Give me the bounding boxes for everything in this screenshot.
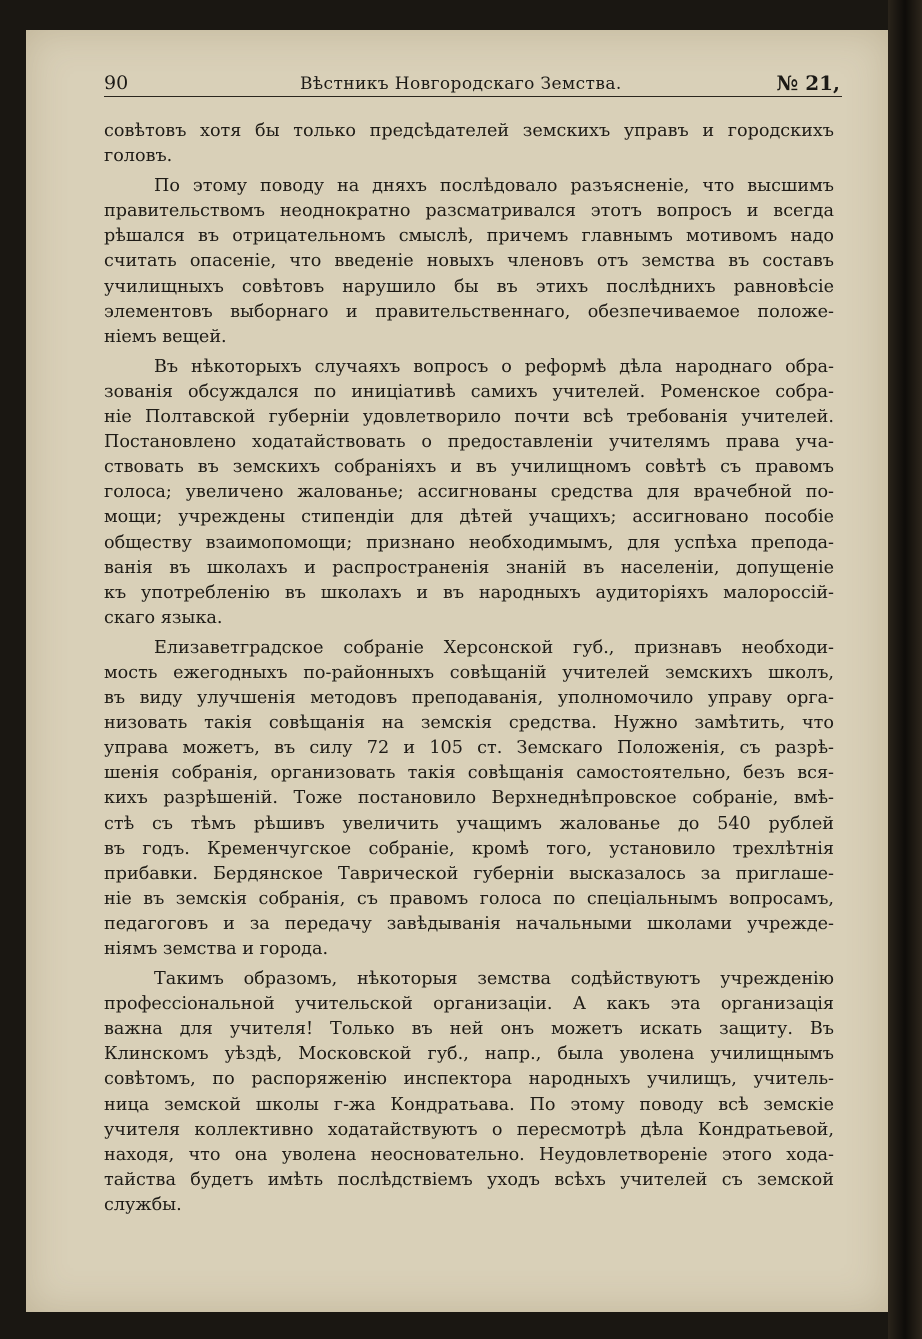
- text-line: считать опасеніе, что введеніе новыхъ членовъ отъ земства въ составъ: [104, 251, 834, 272]
- text-line: элементовъ выборнаго и правительственнаго, обезпечиваемое положе-: [104, 301, 834, 322]
- text-line: въ годъ. Кременчугское собраніе, кромѣ того, установило трехлѣтнія: [104, 838, 834, 859]
- text-line: мость ежегодныхъ по-районныхъ совѣщаній учителей земскихъ школъ,: [104, 662, 834, 683]
- journal-title: Вѣстникъ Новгородскаго Земства.: [300, 74, 622, 94]
- text-line: ванія въ школахъ и распространенія знаній въ населеніи, допущеніе: [104, 557, 834, 578]
- text-line: скаго языка.: [104, 607, 223, 628]
- text-line: шенія собранія, организовать такія совѣщанія самостоятельно, безъ вся-: [104, 763, 834, 784]
- text-line: совѣтовъ хотя бы только предсѣдателей земскихъ управъ и городскихъ: [104, 121, 834, 141]
- text-line: прибавки. Бердянское Таврической губерніи высказалось за приглаше-: [104, 863, 834, 884]
- text-line: Постановлено ходатайствовать о предоставленіи учителямъ права уча-: [104, 432, 834, 453]
- text-line: мощи; учреждены стипендіи для дѣтей учащихъ; ассигновано пособіе: [104, 507, 834, 528]
- header-rule: [104, 96, 842, 97]
- text-line: кихъ разрѣшеній. Тоже постановило Верхнеднѣпровское собраніе, вмѣ-: [104, 788, 834, 809]
- paragraph: [104, 174, 834, 350]
- text-line: головъ.: [104, 146, 173, 167]
- paragraph: [104, 967, 834, 1218]
- text-line: По этому поводу на дняхъ послѣдовало разъясненіе, что высшимъ: [154, 176, 834, 197]
- paragraph: [104, 636, 834, 962]
- paragraph: [104, 355, 834, 631]
- text-line: рѣшался въ отрицательномъ смыслѣ, причемъ главнымъ мотивомъ надо: [104, 226, 834, 247]
- text-line: правительствомъ неоднократно разсматривался этотъ вопросъ и всегда: [104, 201, 834, 222]
- text-line: къ употребленію въ школахъ и въ народныхъ аудиторіяхъ малороссій-: [104, 582, 834, 603]
- text-line: ствовать въ земскихъ собраніяхъ и въ училищномъ совѣтѣ съ правомъ: [104, 457, 834, 478]
- text-line: важна для учителя! Только въ ней онъ можетъ искать защиту. Въ: [104, 1019, 834, 1040]
- text-line: совѣтомъ, по распоряженію инспектора народныхъ училищъ, учитель-: [104, 1069, 834, 1090]
- text-line: находя, что она уволена неосновательно. Неудовлетвореніе этого хода-: [104, 1144, 834, 1165]
- text-line: въ виду улучшенія методовъ преподаванія, уполномочило управу орга-: [104, 688, 834, 709]
- issue-number: № 21,: [776, 71, 840, 95]
- text-line: обществу взаимопомощи; признано необходимымъ, для успѣха препода-: [104, 532, 834, 553]
- text-line: управа можетъ, въ силу 72 и 105 ст. Земскаго Положенія, съ разрѣ-: [104, 738, 834, 759]
- text-line: ніямъ земства и города.: [104, 939, 329, 959]
- text-line: Клинскомъ уѣздѣ, Московской губ., напр., была уволена училищнымъ: [104, 1044, 834, 1065]
- text-line: зованія обсуждался по иниціативѣ самихъ учителей. Роменское собра-: [104, 381, 834, 402]
- book-spine-edge: [888, 0, 922, 1339]
- text-line: Елизаветградское собраніе Херсонской губ., признавъ необходи-: [154, 637, 834, 658]
- body-text: [104, 119, 834, 1218]
- text-line: ніемъ вещей.: [104, 326, 227, 347]
- text-line: службы.: [104, 1194, 182, 1215]
- paragraph: [104, 119, 834, 169]
- text-line: Такимъ образомъ, нѣкоторыя земства содѣйствуютъ учрежденію: [154, 969, 834, 990]
- text-line: учителя коллективно ходатайствуютъ о пересмотрѣ дѣла Кондратьевой,: [104, 1119, 834, 1140]
- text-line: Въ нѣкоторыхъ случаяхъ вопросъ о реформѣ дѣла народнаго обра-: [154, 356, 834, 377]
- text-line: низовать такія совѣщанія на земскія средства. Нужно замѣтить, что: [104, 713, 834, 734]
- text-line: училищныхъ совѣтовъ нарушило бы въ этихъ послѣднихъ равновѣсіе: [104, 276, 834, 297]
- text-line: голоса; увеличено жалованье; ассигнованы средства для врачебной по-: [104, 482, 834, 503]
- text-line: профессіональной учительской организаціи. А какъ эта организація: [104, 994, 834, 1015]
- page-number: 90: [104, 72, 129, 94]
- text-line: педагоговъ и за передачу завѣдыванія начальными школами учрежде-: [104, 913, 834, 934]
- text-line: стѣ съ тѣмъ рѣшивъ увеличить учащимъ жалованье до 540 рублей: [104, 813, 834, 834]
- text-line: тайства будетъ имѣть послѣдствіемъ уходъ всѣхъ учителей съ земской: [104, 1169, 834, 1190]
- text-line: ніе Полтавской губерніи удовлетворило почти всѣ требованія учителей.: [104, 407, 834, 428]
- text-line: ница земской школы г-жа Кондратьава. По этому поводу всѣ земскіе: [104, 1094, 834, 1115]
- text-line: ніе въ земскія собранія, съ правомъ голоса по спеціальнымъ вопросамъ,: [104, 888, 834, 909]
